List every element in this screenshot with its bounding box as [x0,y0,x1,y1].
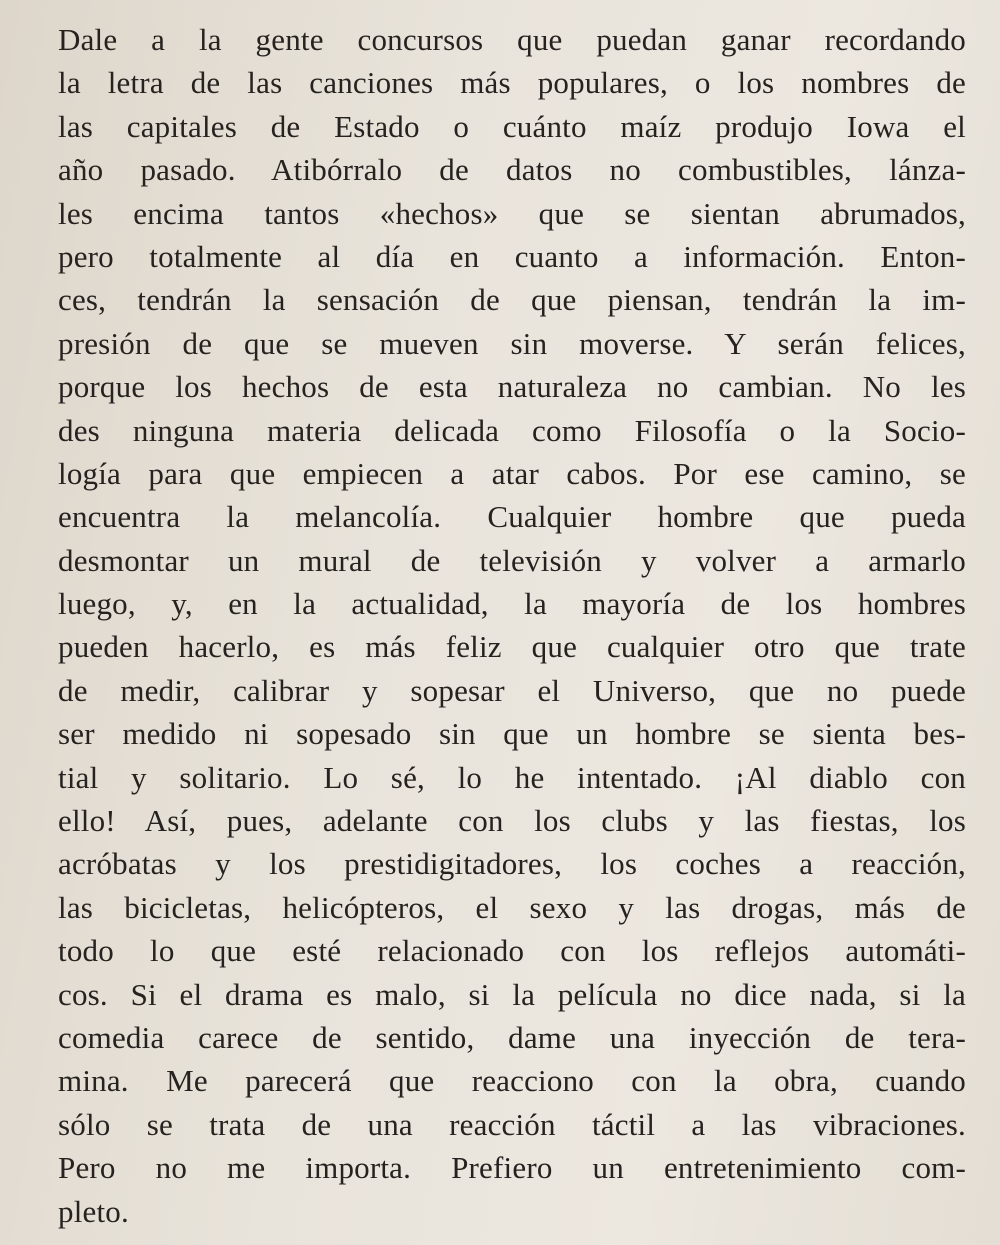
text-line: las capitales de Estado o cuánto maíz produjo Iowa el [58,108,966,144]
text-line: desmontar un mural de televisión y volver a armarlo [58,542,966,578]
text-line: porque los hechos de esta naturaleza no cambian. No les [58,369,966,405]
text-line: logía para que empiecen a atar cabos. Por ese camino, se [58,455,966,491]
text-line: pero totalmente al día en cuanto a información. Enton- [58,238,966,274]
book-page-text [58,18,966,1233]
text-line: todo lo que esté relacionado con los reflejos automáti- [58,933,966,969]
text-line: sólo se trata de una reacción táctil a las vibraciones. [58,1106,966,1142]
text-line: tial y solitario. Lo sé, lo he intentado. ¡Al diablo con [58,759,966,795]
text-line: las bicicletas, helicópteros, el sexo y las drogas, más de [58,889,966,925]
text-line: año pasado. Atibórralo de datos no combustibles, lánza- [58,152,966,188]
text-line: luego, y, en la actualidad, la mayoría de los hombres [58,586,966,622]
text-line: la letra de las canciones más populares, o los nombres de [58,65,966,101]
text-line: comedia carece de sentido, dame una inyección de tera- [58,1019,966,1055]
text-line: Pero no me importa. Prefiero un entretenimiento com- [58,1150,966,1186]
text-line: des ninguna materia delicada como Filosofía o la Socio- [58,412,966,448]
text-line: pleto. [58,1193,129,1229]
text-line: pueden hacerlo, es más feliz que cualquier otro que trate [58,629,966,665]
text-line: ces, tendrán la sensación de que piensan, tendrán la im- [58,282,966,318]
text-line: Dale a la gente concursos que puedan ganar recordando [58,22,966,57]
text-line: ello! Así, pues, adelante con los clubs y las fiestas, los [58,803,966,839]
text-line: les encima tantos «hechos» que se sientan abrumados, [58,195,966,231]
text-line: cos. Si el drama es malo, si la película no dice nada, si la [58,976,966,1012]
text-line: ser medido ni sopesado sin que un hombre se sienta bes- [58,716,966,752]
text-line: presión de que se mueven sin moverse. Y serán felices, [58,325,966,361]
text-line: encuentra la melancolía. Cualquier hombre que pueda [58,499,966,535]
text-line: de medir, calibrar y sopesar el Universo, que no puede [58,672,966,708]
text-line: mina. Me parecerá que reacciono con la obra, cuando [58,1063,966,1099]
text-line: acróbatas y los prestidigitadores, los coches a reacción, [58,846,966,882]
